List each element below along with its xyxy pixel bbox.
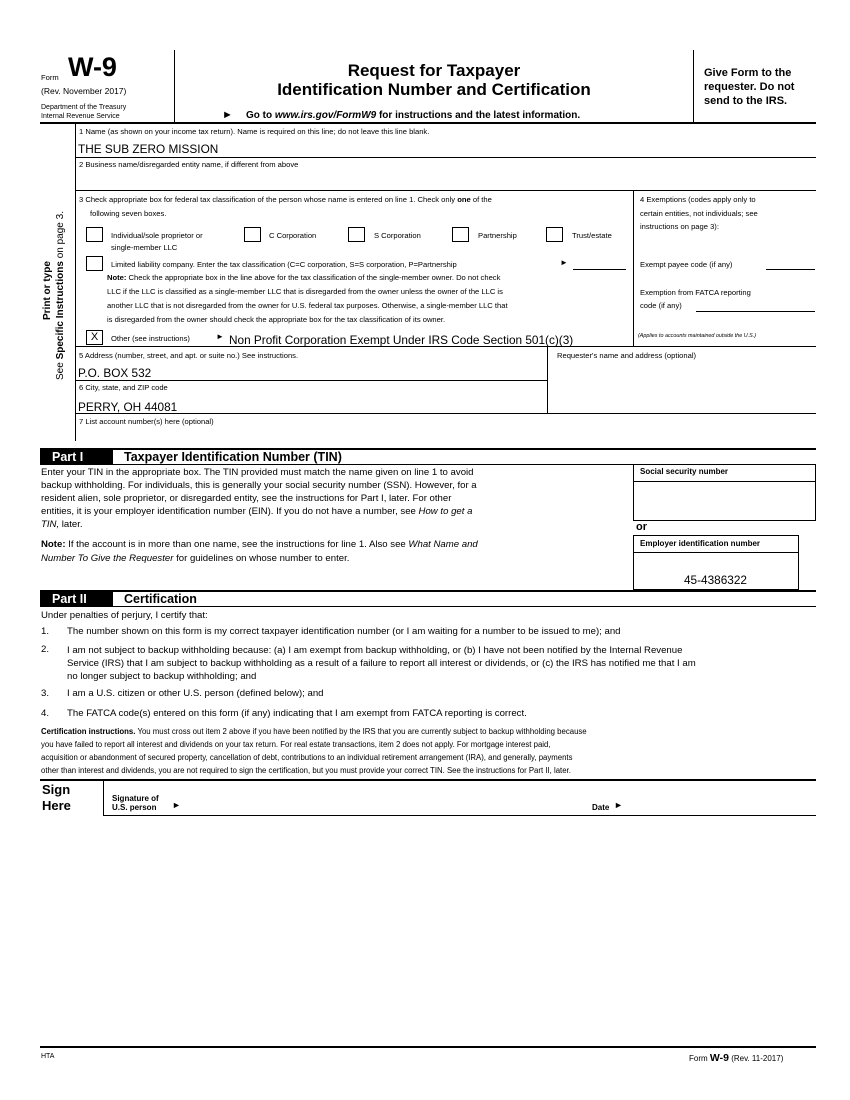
requester-box-border <box>547 347 548 414</box>
form-title-line1: Request for Taxpayer <box>347 61 521 80</box>
llc-note-line3: another LLC that is not disregarded from the owner for U.S. federal tax purposes. Otherwise, a single-member LLC that <box>107 301 508 310</box>
item4-text: The FATCA code(s) entered on this form (if any) indicating that I am exempt from FATCA reporting is correct. <box>67 708 527 719</box>
name-field[interactable]: THE SUB ZERO MISSION <box>78 142 219 156</box>
fatca-label-line2: code (if any) <box>640 301 682 310</box>
signature-field[interactable] <box>186 790 581 814</box>
ein-value: 45-4386322 <box>684 573 747 587</box>
line1-label: 1 Name (as shown on your income tax return). Name is required on this line; do not leave this line blank. <box>79 127 430 136</box>
llc-label: Limited liability company. Enter the tax classification (C=C corporation, S=S corporation, P=Partnership <box>111 260 457 269</box>
date-field[interactable] <box>628 790 814 814</box>
c-corporation-checkbox[interactable] <box>244 227 261 242</box>
fatca-applies-note: (Applies to accounts maintained outside the U.S.) <box>638 333 757 339</box>
give-form-line2: requester. Do not <box>704 81 795 93</box>
here-label: Here <box>42 798 71 813</box>
line5-label: 5 Address (number, street, and apt. or suite no.) See instructions. <box>79 351 299 360</box>
form-number: W-9 <box>68 52 117 82</box>
signature-label-line2: U.S. person <box>112 803 157 812</box>
other-checkbox[interactable]: X <box>86 330 103 345</box>
part1-title: Taxpayer Identification Number (TIN) <box>124 450 342 464</box>
exemptions-label-line3: instructions on page 3): <box>640 222 719 231</box>
individual-checkbox[interactable] <box>86 227 103 242</box>
part2-title: Certification <box>124 592 197 606</box>
item3-text: I am a U.S. citizen or other U.S. person (defined below); and <box>67 688 324 699</box>
partnership-checkbox[interactable] <box>452 227 469 242</box>
s-corporation-checkbox[interactable] <box>348 227 365 242</box>
line6-label: 6 City, state, and ZIP code <box>79 383 168 392</box>
city-state-zip-field[interactable]: PERRY, OH 44081 <box>78 400 178 414</box>
sign-label: Sign <box>42 782 71 797</box>
arrow-icon: ► <box>216 332 224 341</box>
ssn-label-box <box>633 464 816 482</box>
side-instructions-label: Print or type See Specific Instructions on page 3. <box>42 211 66 380</box>
hta-label: HTA <box>41 1053 55 1060</box>
exempt-payee-label: Exempt payee code (if any) <box>640 260 733 269</box>
c-corporation-label: C Corporation <box>269 231 317 240</box>
part1-instructions: Enter your TIN in the appropriate box. The TIN provided must match the name given on line 1 to avoid backup withholding. For individuals, this is generally your social security number (SSN). However, for a resident alien, sole proprietor, or disregarded entity, see the instructions for Part I, later. For other entities, it is your employer identification number (EIN). If you do not have a number, see How to get a TIN, later. <box>41 467 477 530</box>
requester-label: Requester's name and address (optional) <box>557 351 697 360</box>
llc-note-line1: Note: Check the appropriate box in the line above for the tax classification of the single-member owner. Do not check <box>107 273 501 282</box>
partnership-label: Partnership <box>478 231 517 240</box>
line3-label-cont: following seven boxes. <box>90 209 167 218</box>
give-form-line1: Give Form to the <box>704 67 792 79</box>
department-line: Department of the Treasury <box>41 104 127 111</box>
ssn-label: Social security number <box>640 467 729 476</box>
item1-number: 1. <box>41 626 50 637</box>
trust-estate-checkbox[interactable] <box>546 227 563 242</box>
llc-checkbox[interactable] <box>86 256 103 271</box>
footer-form-label: Form W-9 (Rev. 11-2017) <box>689 1052 784 1064</box>
item4-number: 4. <box>41 708 50 719</box>
exemptions-label-line2: certain entities, not individuals; see <box>640 209 758 218</box>
fatca-code-field[interactable] <box>696 311 815 312</box>
part2-tag: Part II <box>40 591 113 606</box>
signature-label-line1: Signature of <box>112 794 159 803</box>
instructions-link-line: Go to www.irs.gov/FormW9 for instructions and the latest information. <box>246 110 581 121</box>
llc-classification-field[interactable] <box>573 269 626 270</box>
arrow-icon: ► <box>560 258 568 267</box>
part1-tag: Part I <box>40 449 113 464</box>
irs-url[interactable]: www.irs.gov/FormW9 <box>274 110 377 121</box>
account-numbers-field[interactable] <box>78 430 808 441</box>
ssn-field[interactable] <box>633 482 816 521</box>
line2-label: 2 Business name/disregarded entity name, if different from above <box>79 160 299 169</box>
form-title-line2: Identification Number and Certification <box>277 80 591 99</box>
part1-note: Note: If the account is in more than one name, see the instructions for line 1. Also see What Name and Number To Give the Requester for guidelines on whose number to enter. <box>41 539 478 564</box>
line3-label: 3 Check appropriate box for federal tax classification of the person whose name is entered on line 1. Check only one of the <box>79 195 492 204</box>
arrow-icon: ► <box>614 800 623 810</box>
trust-estate-label: Trust/estate <box>572 231 612 240</box>
s-corporation-label: S Corporation <box>374 231 421 240</box>
item2-number: 2. <box>41 644 50 655</box>
ein-field[interactable] <box>633 552 799 590</box>
perjury-intro: Under penalties of perjury, I certify that: <box>41 610 208 621</box>
other-classification-field[interactable]: Non Profit Corporation Exempt Under IRS Code Section 501(c)(3) <box>229 333 574 347</box>
form-word: Form <box>41 73 59 82</box>
arrow-icon: ► <box>222 109 233 121</box>
give-form-line3: send to the IRS. <box>704 95 788 107</box>
item1-text: The number shown on this form is my correct taxpayer identification number (or I am waiting for a number to be issued to me); and <box>67 626 621 637</box>
ein-label-box <box>633 535 799 553</box>
exempt-payee-field[interactable] <box>766 269 815 270</box>
date-label: Date <box>592 803 610 812</box>
individual-label-cont: single-member LLC <box>111 243 178 252</box>
item3-number: 3. <box>41 688 50 699</box>
llc-note-line2: LLC if the LLC is classified as a single-member LLC that is disregarded from the owner unless the owner of the LLC is <box>107 287 503 296</box>
llc-note-line4: is disregarded from the owner should check the appropriate box for the tax classification of its owner. <box>107 315 446 324</box>
certification-instructions: Certification instructions. You must cross out item 2 above if you have been notified by the IRS that you are currently subject to backup withholding because you have failed to report all interest and dividends on your tax return. For real estate transactions, item 2 does not apply. For mortgage interest paid, acquisition or abandonment of secured property, cancellation of debt, contributions to an individual retirement arrangement (IRA), and generally, payments other than interest and dividends, you are not required to sign the certification, but you must provide your correct TIN. See the instructions for Part II, later. <box>41 727 587 775</box>
or-label: or <box>636 521 647 533</box>
item2-text: I am not subject to backup withholding because: (a) I am exempt from backup withholding, or (b) I have not been notified by the Internal Revenue Service (IRS) that I am subject to backup withholding as a result of a failure to report all interest or dividends, or (c) the IRS has notified me that I am no longer subject to backup withholding; and <box>67 645 696 682</box>
individual-label: Individual/sole proprietor or <box>111 231 203 240</box>
agency-line: Internal Revenue Service <box>41 113 120 120</box>
arrow-icon: ► <box>172 800 181 810</box>
revision-date: (Rev. November 2017) <box>41 86 127 96</box>
fatca-label-line1: Exemption from FATCA reporting <box>640 288 751 297</box>
line7-label: 7 List account number(s) here (optional) <box>79 417 214 426</box>
ein-label: Employer identification number <box>640 539 761 548</box>
exemptions-label-line1: 4 Exemptions (codes apply only to <box>640 195 756 204</box>
address-field[interactable]: P.O. BOX 532 <box>78 366 152 380</box>
other-label: Other (see instructions) <box>111 334 190 343</box>
